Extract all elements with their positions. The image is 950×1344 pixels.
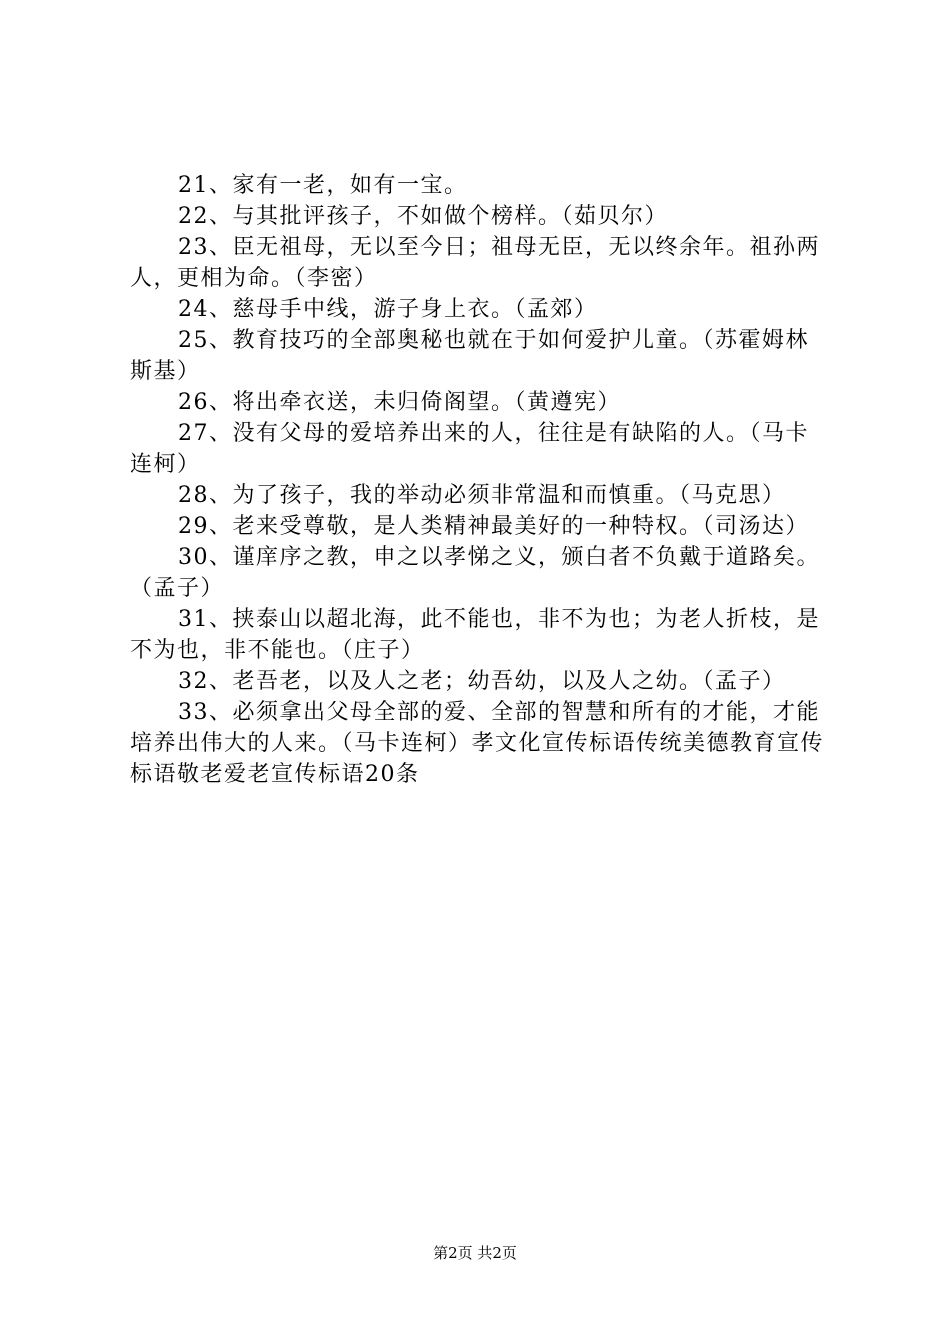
paragraph-27: 27、没有父母的爱培养出来的人，往往是有缺陷的人。（马卡连柯） — [130, 421, 809, 477]
document-body — [130, 170, 832, 790]
paragraph-28: 28、为了孩子，我的举动必须非常温和而慎重。（马克思） — [178, 483, 786, 508]
paragraph-21: 21、家有一老，如有一宝。 — [178, 173, 468, 198]
paragraph-30: 30、谨庠序之教，申之以孝悌之义，颁白者不负戴于道路矣。（孟子） — [130, 545, 820, 601]
paragraph-33: 33、必须拿出父母全部的爱、全部的智慧和所有的才能，才能培养出伟大的人来。（马卡连柯）孝文化宣传标语传统美德教育宣传标语敬老爱老宣传标语20条 — [130, 700, 825, 787]
paragraph-25: 25、教育技巧的全部奥秘也就在于如何爱护儿童。（苏霍姆林斯基） — [130, 328, 809, 384]
paragraph-32: 32、老吾老，以及人之老；幼吾幼，以及人之幼。（孟子） — [178, 669, 786, 694]
paragraph-31: 31、挟泰山以超北海，此不能也，非不为也；为老人折枝，是不为也，非不能也。（庄子） — [130, 607, 820, 663]
paragraph-23: 23、臣无祖母，无以至今日；祖母无臣，无以终余年。祖孙两人，更相为命。（李密） — [130, 235, 820, 291]
paragraph-22: 22、与其批评孩子，不如做个榜样。（茹贝尔） — [178, 204, 668, 229]
paragraph-29: 29、老来受尊敬，是人类精神最美好的一种特权。（司汤达） — [178, 514, 809, 539]
paragraph-24: 24、慈母手中线，游子身上衣。（孟郊） — [178, 297, 598, 322]
page-footer: 第2页 共2页 — [433, 1244, 517, 1262]
paragraph-26: 26、将出牵衣送，未归倚阁望。（黄遵宪） — [178, 390, 621, 415]
